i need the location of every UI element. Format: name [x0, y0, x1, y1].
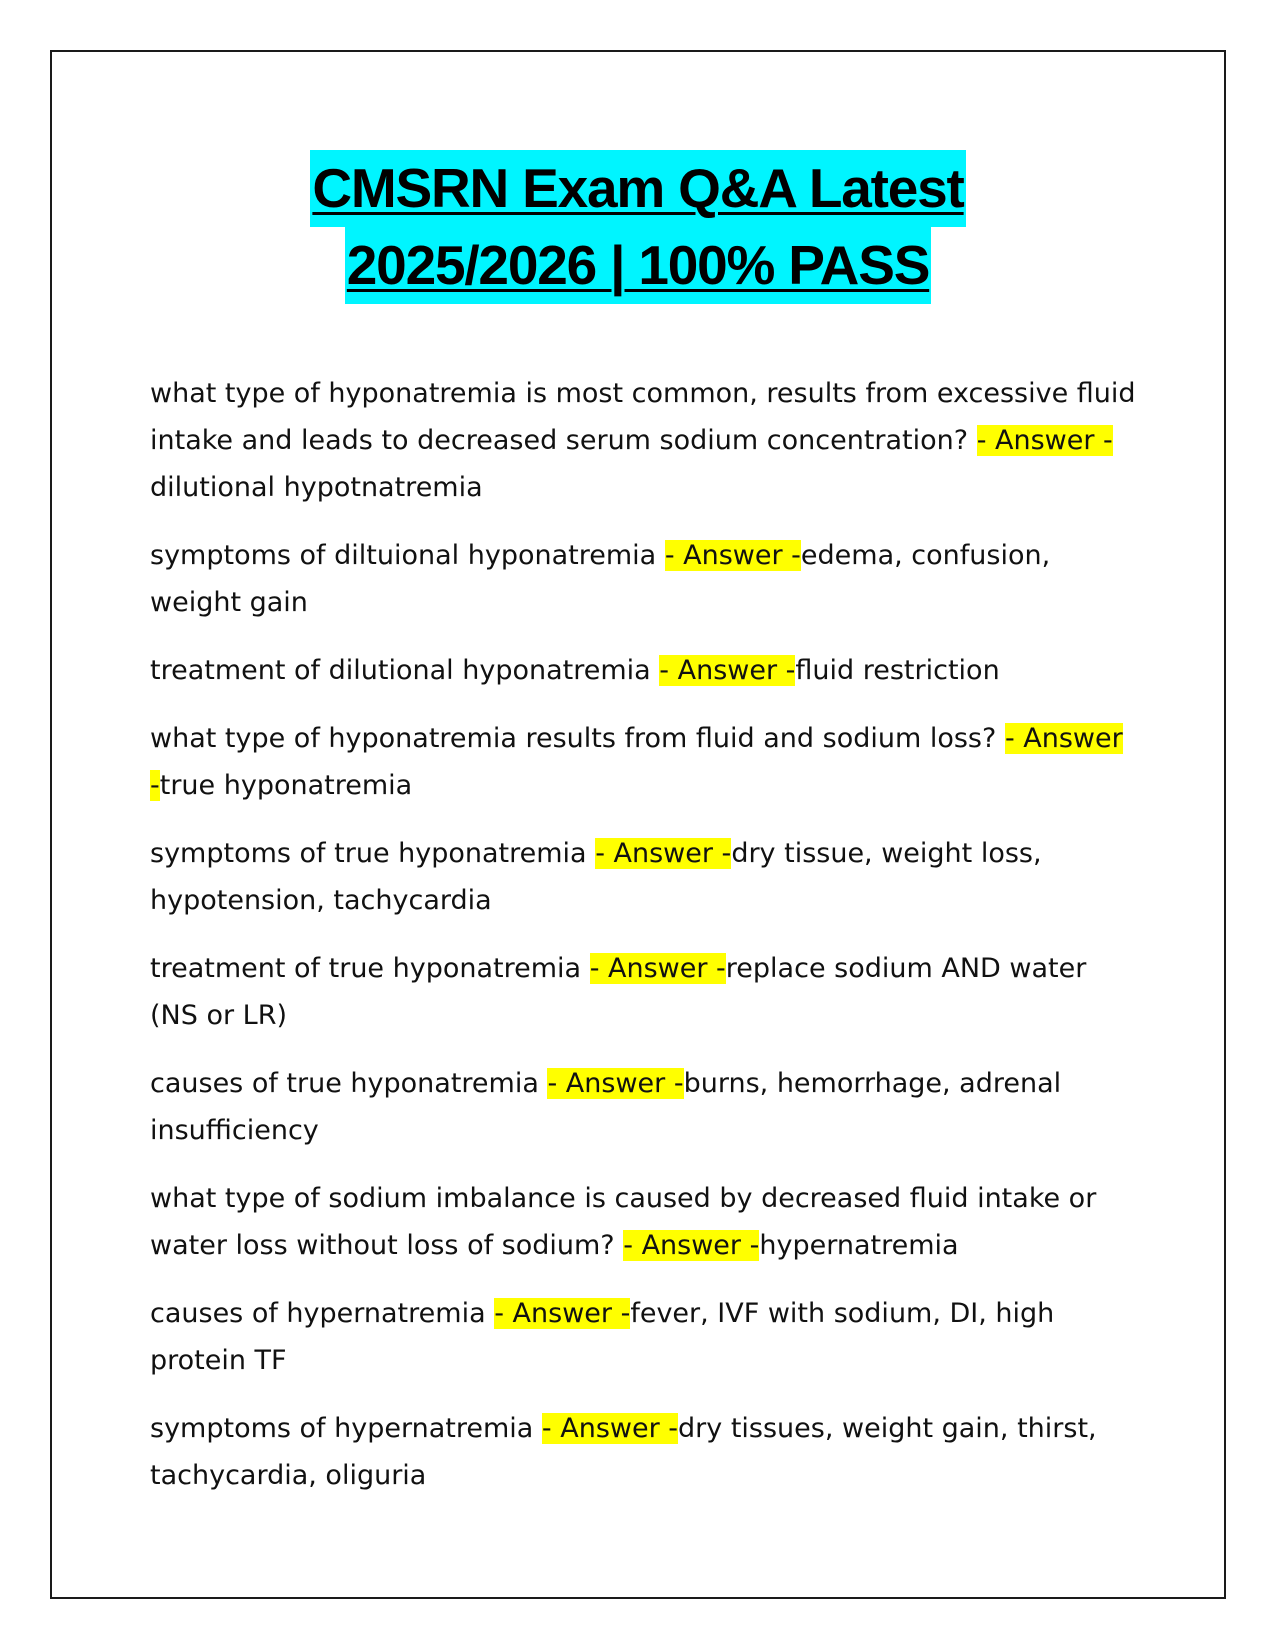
answer-text: edema, confusion, weight gain — [150, 540, 1051, 618]
answer-text: dry tissue, weight loss, hypotension, tachycardia — [150, 838, 1042, 916]
document-title — [50, 150, 1226, 304]
question-text: symptoms of diltuional hyponatremia — [150, 540, 657, 571]
question-text: causes of hypernatremia — [150, 1298, 486, 1329]
answer-marker: - Answer - — [547, 1068, 684, 1099]
answer-marker: - Answer - — [976, 425, 1113, 456]
answer-marker: - Answer - — [494, 1298, 631, 1329]
question-text: symptoms of true hyponatremia — [150, 838, 587, 869]
answer-text: true hyponatremia — [159, 770, 413, 801]
question-text: what type of hyponatremia is most common, results from excessive fluid intake and leads to decreased serum sodium concentration? — [150, 378, 1136, 456]
question-text: symptoms of hypernatremia — [150, 1413, 534, 1444]
answer-text: hypernatremia — [759, 1230, 959, 1261]
answer-marker: - Answer - — [589, 953, 726, 984]
question-text: causes of true hyponatremia — [150, 1068, 539, 1099]
qa-item — [150, 830, 1140, 924]
answer-text: replace sodium AND water (NS or LR) — [150, 953, 1087, 1031]
qa-item — [150, 647, 1140, 694]
answer-marker: - Answer - — [664, 540, 801, 571]
answer-text: burns, hemorrhage, adrenal insufficiency — [150, 1068, 1062, 1146]
qa-item — [150, 1060, 1140, 1154]
question-text: what type of sodium imbalance is caused by decreased fluid intake or water loss without loss of sodium? — [150, 1183, 1097, 1261]
qa-item — [150, 945, 1140, 1039]
qa-item — [150, 532, 1140, 626]
qa-item — [150, 1290, 1140, 1384]
question-text: what type of hyponatremia results from fluid and sodium loss? — [150, 723, 997, 754]
answer-text: fever, IVF with sodium, DI, high protein TF — [150, 1298, 1055, 1376]
answer-marker: - Answer - — [659, 655, 796, 686]
qa-list — [150, 370, 1140, 1520]
answer-marker: - Answer - — [541, 1413, 679, 1444]
answer-marker: - Answer - — [595, 838, 732, 869]
answer-text: dilutional hypotnatremia — [150, 472, 483, 503]
answer-text: dry tissues, weight gain, thirst, tachycardia, oliguria — [150, 1413, 1097, 1491]
title-line-2: 2025/2026 | 100% PASS — [345, 227, 931, 304]
qa-item — [150, 1175, 1140, 1269]
answer-text: fluid restriction — [795, 655, 1000, 686]
title-line-1: CMSRN Exam Q&A Latest — [310, 150, 965, 227]
question-text: treatment of dilutional hyponatremia — [150, 655, 651, 686]
qa-item — [150, 1405, 1140, 1499]
qa-item — [150, 715, 1140, 809]
answer-marker: - Answer - — [623, 1230, 760, 1261]
question-text: treatment of true hyponatremia — [150, 953, 582, 984]
qa-item — [150, 370, 1140, 511]
answer-marker: - Answer - — [150, 723, 1123, 801]
